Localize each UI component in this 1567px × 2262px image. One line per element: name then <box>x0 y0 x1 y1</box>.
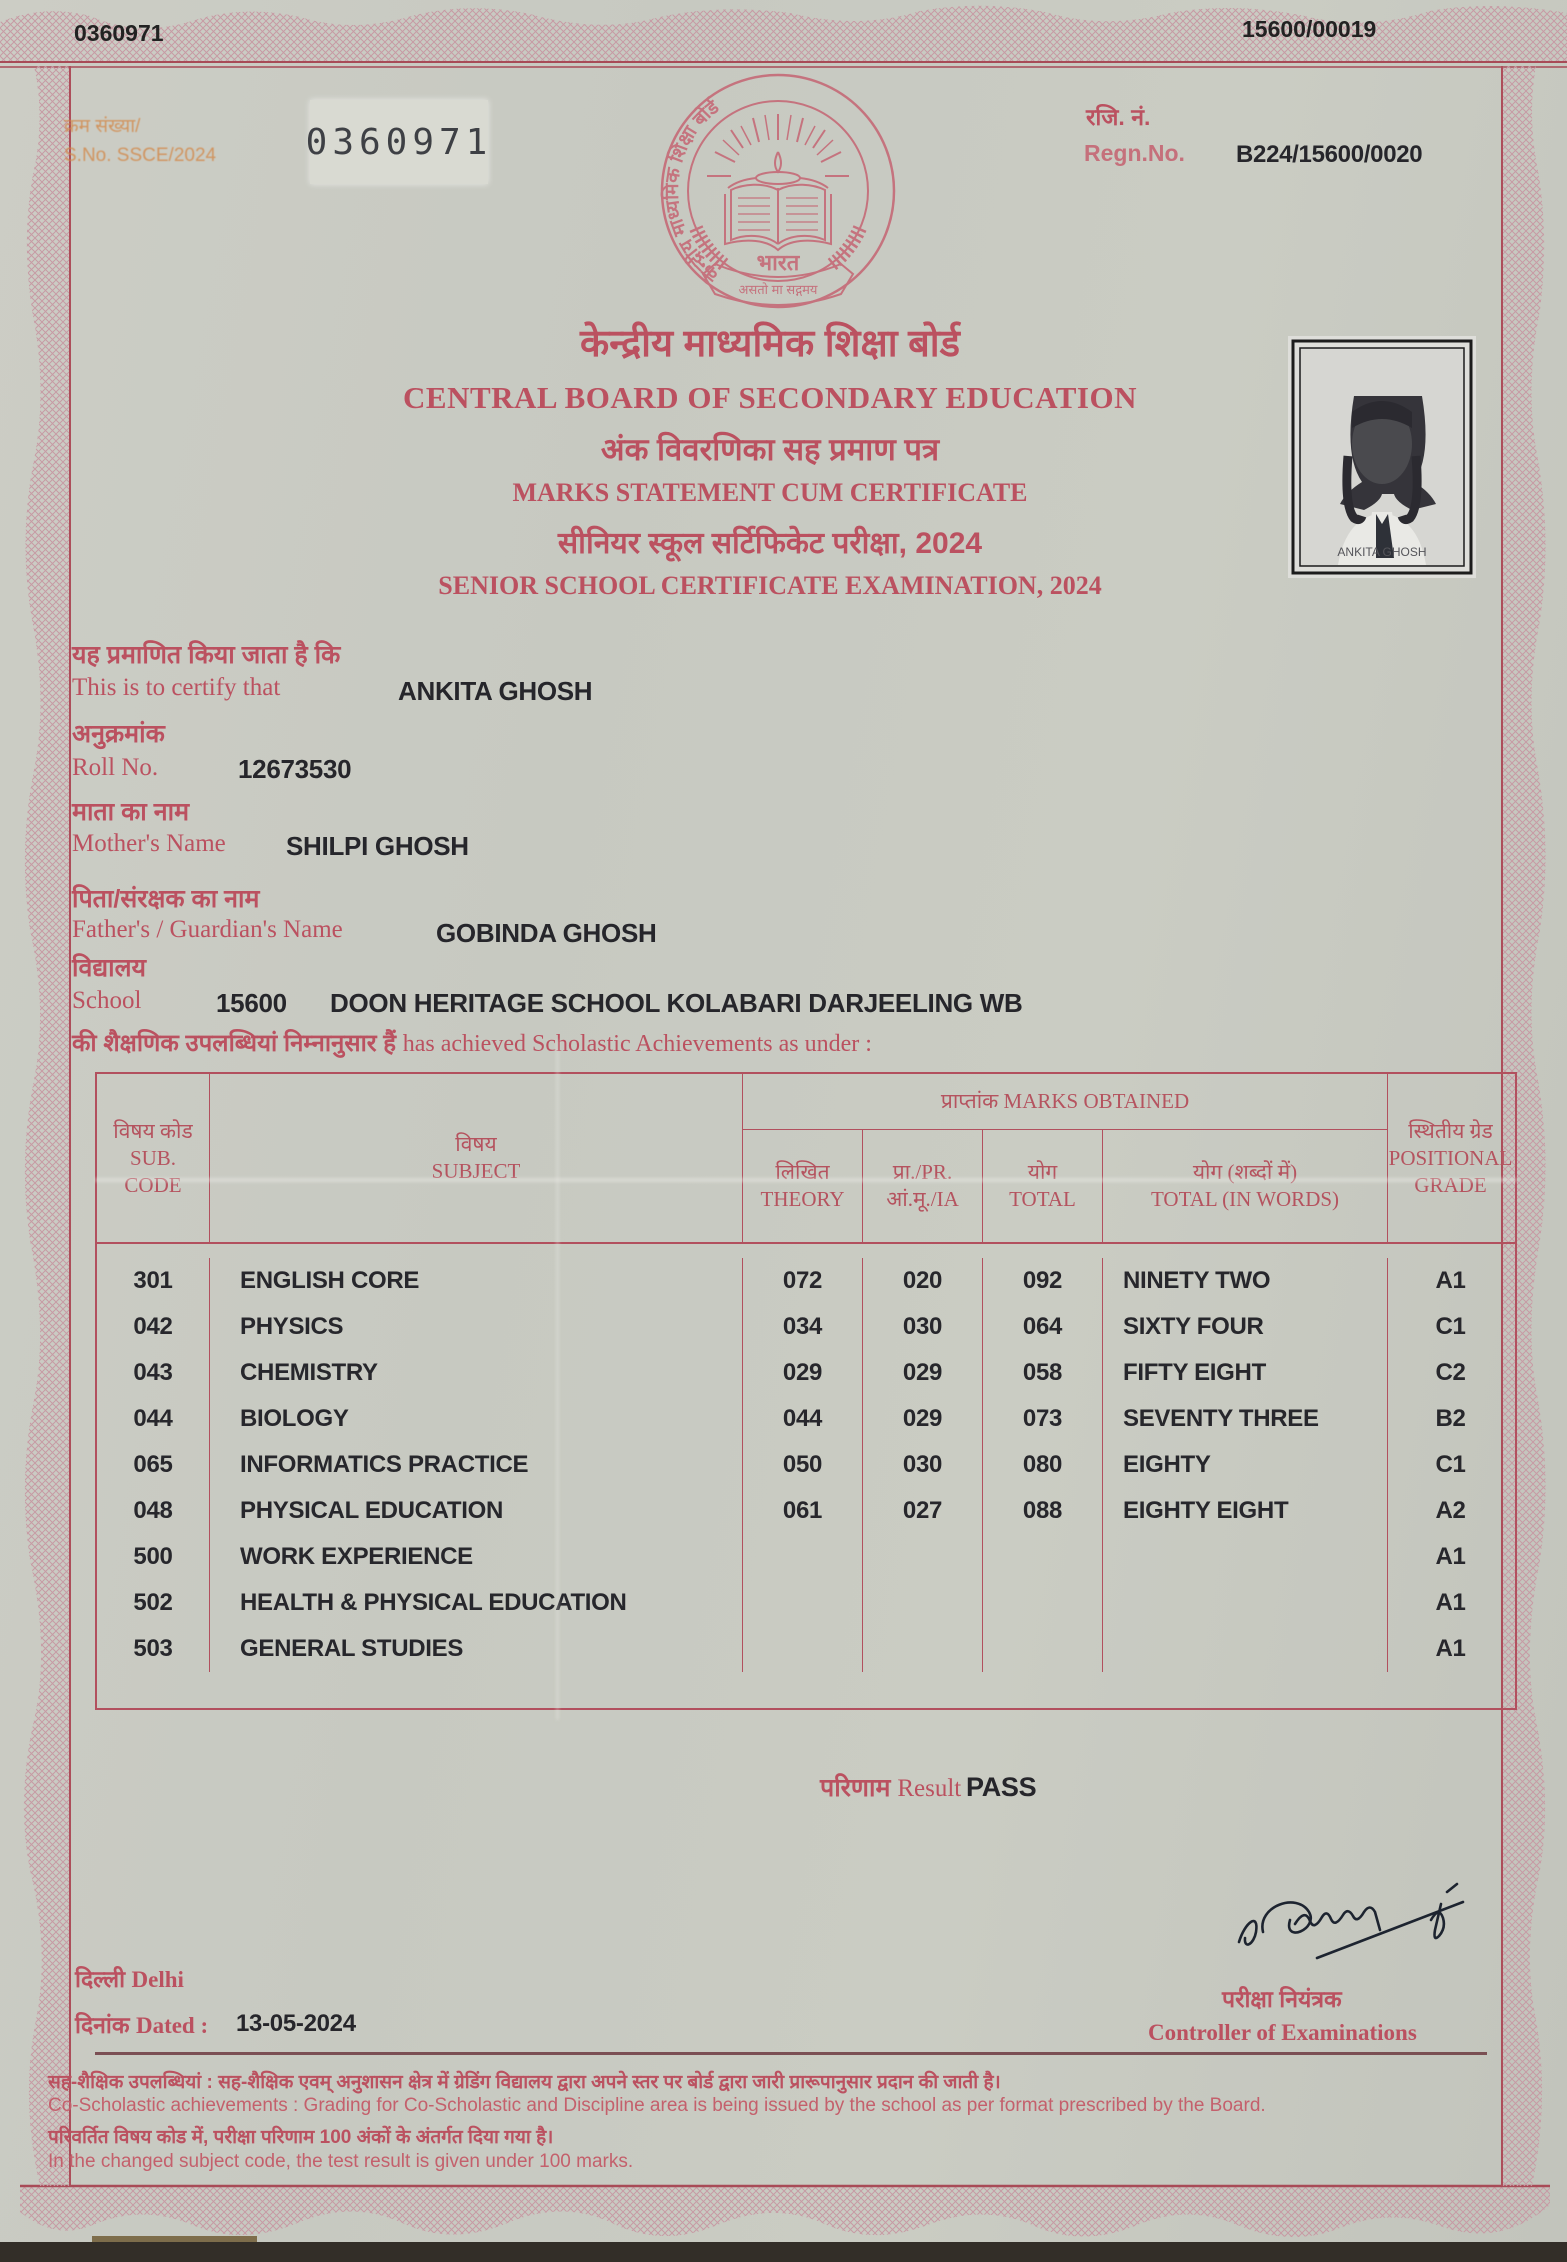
marks-table-body <box>97 1244 1515 1708</box>
cell-subject: INFORMATICS PRACTICE <box>210 1442 743 1488</box>
cell-practical: 027 <box>863 1488 983 1534</box>
sno-label-en: S.No. SSCE/2024 <box>64 145 217 166</box>
header-marks-obtained: प्राप्तांक MARKS OBTAINED <box>743 1074 1388 1130</box>
border-left-band <box>24 66 70 2186</box>
cell-theory: 034 <box>743 1304 863 1350</box>
cell-total: 058 <box>983 1350 1103 1396</box>
logo-ring-text: केन्द्रीय माध्यमिक शिक्षा बोर्ड <box>661 96 724 285</box>
note-changed-code-english: In the changed subject code, the test result is given under 100 marks. <box>48 2151 634 2172</box>
logo-lamp <box>728 152 828 188</box>
father-label-english: Father's / Guardian's Name <box>72 916 343 943</box>
exam-title-english: SENIOR SCHOOL CERTIFICATE EXAMINATION, 2024 <box>438 571 1102 600</box>
note-changed-code-hindi: परिवर्तित विषय कोड में, परीक्षा परिणाम 100 अंकों के अंतर्गत दिया गया है। <box>48 2127 554 2148</box>
cell-total-words: FIFTY EIGHT <box>1103 1350 1388 1396</box>
school-label-english: School <box>72 987 142 1014</box>
cell-practical <box>863 1626 983 1672</box>
cell-theory: 061 <box>743 1488 863 1534</box>
cell-theory <box>743 1626 863 1672</box>
cell-grade: C1 <box>1435 1451 1466 1478</box>
cell-practical <box>863 1534 983 1580</box>
cell-subject: GENERAL STUDIES <box>210 1626 743 1672</box>
marks-table-header <box>97 1074 1515 1244</box>
cell-total-words: SEVENTY THREE <box>1103 1396 1388 1442</box>
marks-table <box>95 1072 1517 1710</box>
photo-caption: ANKITA GHOSH <box>1337 545 1427 559</box>
cell-sub-code: 044 <box>97 1396 210 1442</box>
border-bottom-band <box>20 2186 1550 2237</box>
achievements-line <box>72 1026 872 1059</box>
cell-subject: HEALTH & PHYSICAL EDUCATION <box>210 1580 743 1626</box>
cell-grade: A1 <box>1435 1267 1466 1294</box>
cell-practical: 029 <box>863 1350 983 1396</box>
certify-label-hindi: यह प्रमाणित किया जाता है कि <box>72 641 341 669</box>
cell-sub-code: 065 <box>97 1442 210 1488</box>
paper-crease-horizontal <box>95 1178 1517 1182</box>
cell-sub-code: 503 <box>97 1626 210 1672</box>
desk-edge <box>0 2242 1567 2262</box>
achievements-english: has achieved Scholastic Achievements as under : <box>402 1031 872 1057</box>
header-positional-grade: स्थितीय ग्रेड POSITIONAL GRADE <box>1388 1118 1513 1197</box>
cell-total-words <box>1103 1534 1388 1580</box>
mother-label-english: Mother's Name <box>72 830 226 857</box>
header-subject: विषय SUBJECT <box>210 1074 743 1242</box>
header-sub-code: विषय कोड SUB. CODE <box>97 1074 210 1242</box>
cell-total: 073 <box>983 1396 1103 1442</box>
cell-total-words <box>1103 1626 1388 1672</box>
cell-subject: ENGLISH CORE <box>210 1258 743 1304</box>
controller-label-english: Controller of Examinations <box>1148 2020 1417 2045</box>
cell-practical <box>863 1580 983 1626</box>
logo-book <box>725 185 831 250</box>
cell-total-words: NINETY TWO <box>1103 1258 1388 1304</box>
logo-motto-text: असतो मा सद्गमय <box>738 282 818 297</box>
cell-total: 064 <box>983 1304 1103 1350</box>
roll-label-hindi: अनुक्रमांक <box>72 720 165 748</box>
school-name: DOON HERITAGE SCHOOL KOLABARI DARJEELING WB <box>330 988 1023 1018</box>
cell-grade: B2 <box>1435 1405 1466 1432</box>
date-line: दिनांक Dated : <box>75 2012 209 2038</box>
cell-grade: C1 <box>1435 1313 1466 1340</box>
header-total-in-words: योग (शब्दों में) TOTAL (IN WORDS) <box>1103 1130 1388 1242</box>
cell-grade: A2 <box>1435 1497 1466 1524</box>
cell-subject: BIOLOGY <box>210 1396 743 1442</box>
cell-subject: WORK EXPERIENCE <box>210 1534 743 1580</box>
regn-label-english: Regn.No. <box>1084 140 1185 166</box>
sno-label <box>64 112 314 170</box>
header-practical: प्रा./PR. आं.मू./IA <box>863 1130 983 1242</box>
cell-grade: A1 <box>1435 1589 1466 1616</box>
mother-label-hindi: माता का नाम <box>72 798 190 826</box>
cell-grade: A1 <box>1435 1635 1466 1662</box>
logo-rays <box>707 114 849 176</box>
regn-value: B224/15600/0020 <box>1236 141 1423 168</box>
result-value: PASS <box>966 1772 1037 1802</box>
doc-title-hindi: अंक विवरणिका सह प्रमाण पत्र <box>600 432 940 467</box>
cell-total: 080 <box>983 1442 1103 1488</box>
cell-sub-code: 301 <box>97 1258 210 1304</box>
footer-divider <box>95 2052 1487 2055</box>
board-name-english: CENTRAL BOARD OF SECONDARY EDUCATION <box>403 380 1137 415</box>
logo-country-text: भारत <box>756 250 800 275</box>
cell-total-words <box>1103 1580 1388 1626</box>
cell-total-words: EIGHTY <box>1103 1442 1388 1488</box>
place-line: दिल्ली Delhi <box>75 1966 184 1992</box>
date-value: 13-05-2024 <box>236 2010 356 2037</box>
cell-subject: CHEMISTRY <box>210 1350 743 1396</box>
father-label-hindi: पिता/संरक्षक का नाम <box>72 885 260 913</box>
cell-total <box>983 1580 1103 1626</box>
regn-label-hindi: रजि. नं. <box>1086 104 1151 130</box>
sheet-serial-top-left: 0360971 <box>74 20 164 46</box>
doc-title-english: MARKS STATEMENT CUM CERTIFICATE <box>512 478 1028 507</box>
cell-total-words: SIXTY FOUR <box>1103 1304 1388 1350</box>
cbse-logo <box>655 68 901 314</box>
sheet-serial-top-right: 15600/00019 <box>1242 16 1377 42</box>
sno-label-hi: क्रम संख्या/ <box>64 116 141 137</box>
cell-grade: A1 <box>1435 1543 1466 1570</box>
roll-number: 12673530 <box>238 754 352 784</box>
header-total: योग TOTAL <box>983 1130 1103 1242</box>
cell-practical: 030 <box>863 1304 983 1350</box>
cell-total: 092 <box>983 1258 1103 1304</box>
board-name-hindi: केन्द्रीय माध्यमिक शिक्षा बोर्ड <box>580 323 960 365</box>
cell-total-words: EIGHTY EIGHT <box>1103 1488 1388 1534</box>
cell-sub-code: 500 <box>97 1534 210 1580</box>
note-coscholastic-hindi: सह-शैक्षिक उपलब्धियां : सह-शैक्षिक एवम् अनुशासन क्षेत्र में ग्रेडिंग विद्यालय द्वारा अपने स्तर पर बोर्ड द्वारा जारी प्रारूपानुसार प्रदान की जाती है। <box>48 2072 1001 2093</box>
cell-practical: 030 <box>863 1442 983 1488</box>
serial-number-box <box>305 100 493 184</box>
controller-label-hindi: परीक्षा नियंत्रक <box>1222 1986 1342 2012</box>
controller-signature <box>1225 1880 1495 1980</box>
cell-subject: PHYSICAL EDUCATION <box>210 1488 743 1534</box>
cell-sub-code: 043 <box>97 1350 210 1396</box>
cell-sub-code: 048 <box>97 1488 210 1534</box>
roll-label-english: Roll No. <box>72 754 159 781</box>
cell-practical: 029 <box>863 1396 983 1442</box>
serial-number: 0360971 <box>305 121 493 163</box>
cell-sub-code: 502 <box>97 1580 210 1626</box>
cell-total <box>983 1626 1103 1672</box>
cell-theory <box>743 1580 863 1626</box>
candidate-name: ANKITA GHOSH <box>398 676 593 706</box>
mother-name: SHILPI GHOSH <box>286 831 469 861</box>
achievements-hindi: की शैक्षणिक उपलब्धियां निम्नानुसार हैं <box>72 1030 397 1057</box>
cell-total <box>983 1534 1103 1580</box>
cell-theory: 072 <box>743 1258 863 1304</box>
cell-theory: 050 <box>743 1442 863 1488</box>
cell-subject: PHYSICS <box>210 1304 743 1350</box>
note-coscholastic-english: Co-Scholastic achievements : Grading for Co-Scholastic and Discipline area is being issued by the school as per format prescribed by the Board. <box>48 2095 1266 2116</box>
cell-sub-code: 042 <box>97 1304 210 1350</box>
certify-label-english: This is to certify that <box>72 674 281 701</box>
cell-theory <box>743 1534 863 1580</box>
cell-practical: 020 <box>863 1258 983 1304</box>
header-theory: लिखित THEORY <box>743 1130 863 1242</box>
exam-title-hindi: सीनियर स्कूल सर्टिफिकेट परीक्षा, 2024 <box>557 527 983 560</box>
cell-grade: C2 <box>1435 1359 1466 1386</box>
cell-theory: 044 <box>743 1396 863 1442</box>
school-label-hindi: विद्यालय <box>72 954 147 982</box>
cell-theory: 029 <box>743 1350 863 1396</box>
father-name: GOBINDA GHOSH <box>436 918 657 948</box>
school-code: 15600 <box>216 988 287 1018</box>
result-label: परिणाम Result <box>820 1774 962 1802</box>
cell-total: 088 <box>983 1488 1103 1534</box>
paper-crease-vertical <box>556 1040 559 1720</box>
